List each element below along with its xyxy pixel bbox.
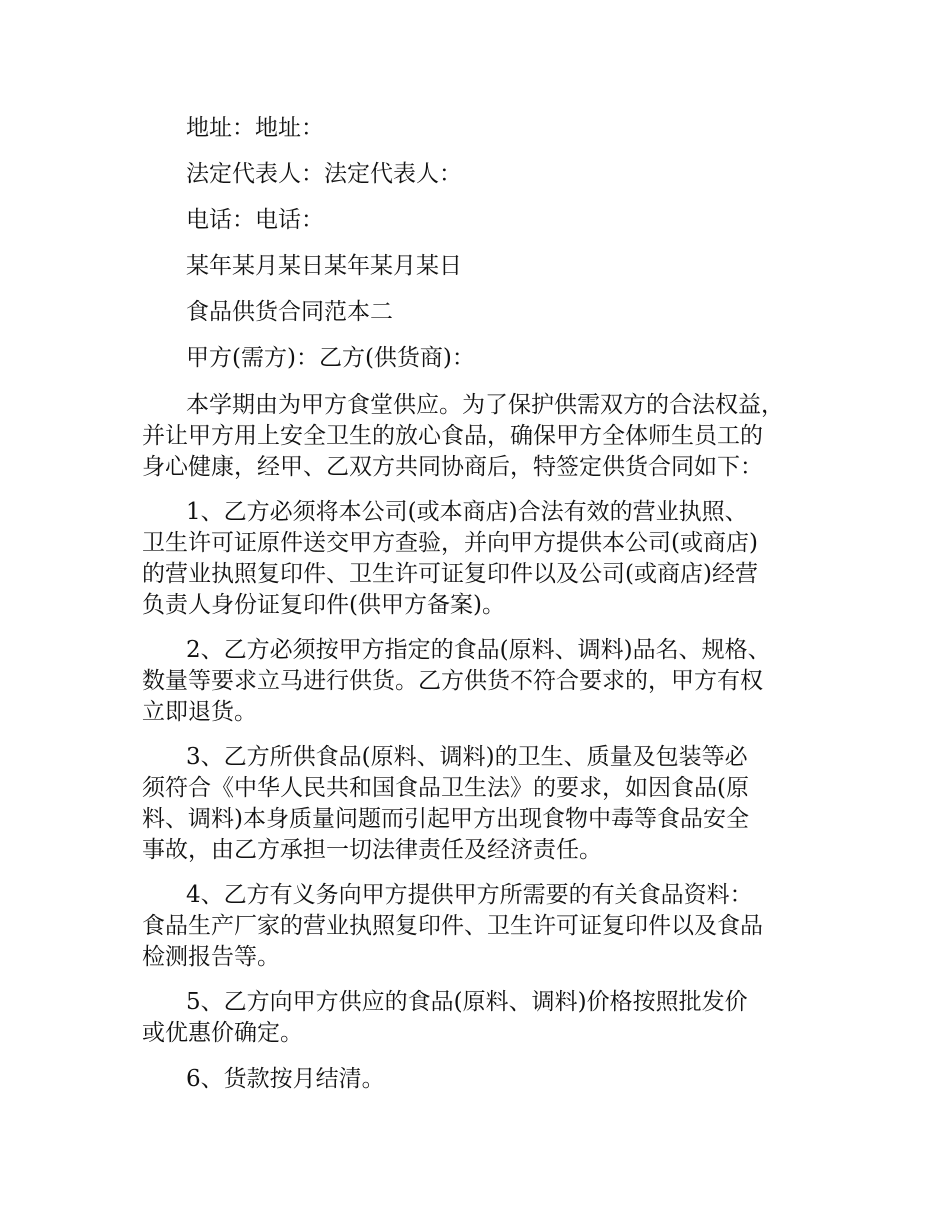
clause-3 — [142, 742, 822, 866]
clause-4 — [142, 880, 822, 973]
parties-line: 甲方(需方)：乙方(供货商)： — [186, 345, 475, 371]
paragraph-line: 检测报告等。 — [142, 944, 280, 970]
intro-paragraph — [142, 390, 822, 483]
document-subtitle: 食品供货合同范本二 — [186, 299, 393, 325]
legal-representative-line: 法定代表人：法定代表人： — [186, 161, 462, 187]
clause-2 — [142, 635, 822, 728]
paragraph-line: 食品生产厂家的营业执照复印件、卫生许可证复印件以及食品 — [142, 913, 763, 939]
paragraph-line: 数量等要求立马进行供货。乙方供货不符合要求的，甲方有权 — [142, 668, 763, 694]
paragraph-line: 3、乙方所供食品(原料、调料)的卫生、质量及包装等必 — [186, 744, 748, 770]
paragraph-line: 立即退货。 — [142, 699, 257, 725]
date-line: 某年某月某日某年某月某日 — [186, 253, 462, 279]
paragraph-line: 或优惠价确定。 — [142, 1020, 303, 1046]
paragraph-line: 6、货款按月结清。 — [186, 1066, 385, 1092]
paragraph-line: 须符合《中华人民共和国食品卫生法》的要求，如因食品(原 — [142, 775, 749, 801]
paragraph-line: 2、乙方必须按甲方指定的食品(原料、调料)品名、规格、 — [186, 637, 771, 663]
paragraph-line: 负责人身份证复印件(供甲方备案)。 — [142, 592, 505, 618]
paragraph-line: 1、乙方必须将本公司(或本商店)合法有效的营业执照、 — [186, 499, 748, 525]
paragraph-line: 身心健康，经甲、乙双方共同协商后，特签定供货合同如下： — [142, 454, 763, 480]
clause-1 — [142, 497, 822, 621]
paragraph-line: 并让甲方用上安全卫生的放心食品，确保甲方全体师生员工的 — [142, 423, 763, 449]
phone-line: 电话：电话： — [186, 207, 324, 233]
address-line: 地址：地址： — [186, 115, 324, 141]
paragraph-line: 料、调料)本身质量问题而引起甲方出现食物中毒等食品安全 — [142, 806, 749, 832]
clause-6 — [142, 1064, 822, 1095]
paragraph-line: 的营业执照复印件、卫生许可证复印件以及公司(或商店)经营 — [142, 561, 758, 587]
clause-5 — [142, 987, 822, 1049]
paragraph-line: 事故，由乙方承担一切法律责任及经济责任。 — [142, 837, 602, 863]
paragraph-line: 卫生许可证原件送交甲方查验，并向甲方提供本公司(或商店) — [142, 530, 758, 556]
paragraph-line: 4、乙方有义务向甲方提供甲方所需要的有关食品资料： — [186, 882, 753, 908]
paragraph-line: 本学期由为甲方食堂供应。为了保护供需双方的合法权益， — [186, 392, 784, 418]
paragraph-line: 5、乙方向甲方供应的食品(原料、调料)价格按照批发价 — [186, 989, 748, 1015]
